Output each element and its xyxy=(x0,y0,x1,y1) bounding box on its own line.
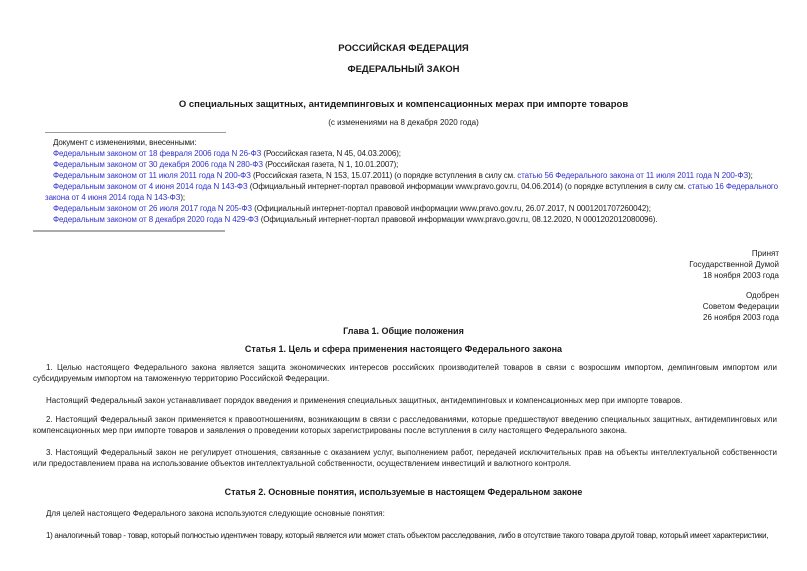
revision-note: (с изменениями на 8 декабря 2020 года) xyxy=(328,118,479,127)
article-1-paragraph-1: 1. Целью настоящего Федерального закона является защита экономических интересов российских производителей товаров в связи с возросшим импортом, демпинговым импортом или субсидируемым импортом на таможенную территорию Российской Федерации. xyxy=(33,363,777,383)
amendment-item xyxy=(45,214,795,225)
adoption-line: Советом Федерации xyxy=(702,302,779,311)
amendment-source-text: (Российская газета, N 153, 15.07.2011) (о порядке вступления в силу см. xyxy=(250,171,518,180)
amendment-item xyxy=(45,181,795,203)
adoption-line: 26 ноября 2003 года xyxy=(703,313,779,322)
adoption-line: Государственной Думой xyxy=(689,260,779,269)
amendment-law-link[interactable]: Федеральным законом от 8 декабря 2020 года N 429-ФЗ xyxy=(53,215,259,224)
page-title-country: РОССИЙСКАЯ ФЕДЕРАЦИЯ xyxy=(338,43,469,54)
article-2-paragraph-1: Для целей настоящего Федерального закона используются следующие основные понятия: xyxy=(46,509,385,518)
amendment-law-link[interactable]: Федеральным законом от 11 июля 2011 года N 200-ФЗ xyxy=(53,171,251,180)
amendment-tail-text: ); xyxy=(180,193,186,202)
article-1-paragraph-3: 2. Настоящий Федеральный закон применяется к правоотношениям, возникающим в связи с расследованиями, которые предшествуют введению специальных защитных, антидемпинговых или компенсационных мер при импорте товаров и заявления о проведении которых зарегистрированы после вступления в силу настоящего Федерального закона. xyxy=(33,415,777,435)
article-1-heading: Статья 1. Цель и сфера применения настоящего Федерального закона xyxy=(244,344,563,354)
article-2-paragraph-2: 1) аналогичный товар - товар, который полностью идентичен товару, который является или может стать объектом расследования, либо в отсутствие такого товара другой товар, который имеет характеристики, xyxy=(46,531,769,540)
amendment-item xyxy=(45,148,795,159)
amendment-source-text: (Официальный интернет-портал правовой информации www.pravo.gov.ru, 26.07.2017, N 0001201707260042); xyxy=(252,204,651,213)
amendment-source-text: (Российская газета, N 1, 10.01.2007); xyxy=(262,160,399,169)
article-1-paragraph-2: Настоящий Федеральный закон устанавливает порядок введения и применения специальных защитных, антидемпинговых и компенсационных мер при импорте товаров. xyxy=(46,396,683,405)
amendment-law-link[interactable]: Федеральным законом от 30 декабря 2006 года N 280-ФЗ xyxy=(53,160,263,169)
amendment-source-text: (Официальный интернет-портал правовой информации www.pravo.gov.ru, 08.12.2020, N 0001202012080096). xyxy=(258,215,658,224)
amendment-source-text: (Российская газета, N 45, 04.03.2006); xyxy=(261,149,401,158)
amendment-item xyxy=(45,203,795,214)
adoption-line: 18 ноября 2003 года xyxy=(703,271,779,280)
amendment-clause-link[interactable]: статью 16 Федерального закона от 4 июня 2014 года N 143-ФЗ xyxy=(45,182,778,202)
article-2-heading: Статья 2. Основные понятия, используемые в настоящем Федеральном законе xyxy=(224,487,583,497)
chapter-1-heading: Глава 1. Общие положения xyxy=(343,326,464,336)
document-subject: О специальных защитных, антидемпинговых и компенсационных мерах при импорте товаров xyxy=(178,99,629,110)
amendment-tail-text: ); xyxy=(748,171,753,180)
amendment-item xyxy=(45,170,795,181)
amendment-law-link[interactable]: Федеральным законом от 18 февраля 2006 года N 26-ФЗ xyxy=(53,149,262,158)
amendment-law-link[interactable]: Федеральным законом от 4 июня 2014 года N 143-ФЗ xyxy=(53,182,248,191)
amendment-clause-link[interactable]: статью 56 Федерального закона от 11 июля 2011 года N 200-ФЗ xyxy=(517,171,749,180)
adoption-block xyxy=(0,248,779,323)
amendments-separator-bottom xyxy=(33,230,225,232)
page-title-doc-type: ФЕДЕРАЛЬНЫЙ ЗАКОН xyxy=(347,64,460,75)
adoption-line: Одобрен xyxy=(745,291,779,300)
amendment-source-text: (Официальный интернет-портал правовой информации www.pravo.gov.ru, 04.06.2014) (о порядке вступления в силу см. xyxy=(247,182,688,191)
adoption-passed-group xyxy=(0,248,779,281)
amendments-block xyxy=(45,137,795,225)
article-1-paragraph-4: 3. Настоящий Федеральный закон не регулирует отношения, связанные с оказанием услуг, выполнением работ, передачей исключительных прав на объекты интеллектуальной собственности или предоставлением права на использование объектов интеллектуальной собственности, осуществлением инвестиций и валютного контроля. xyxy=(33,448,777,468)
amendments-separator-top xyxy=(45,132,226,133)
amendments-intro: Документ с изменениями, внесенными: xyxy=(53,138,197,147)
adoption-approved-group xyxy=(0,290,779,323)
amendment-law-link[interactable]: Федеральным законом от 26 июля 2017 года N 205-ФЗ xyxy=(53,204,253,213)
adoption-line: Принят xyxy=(751,249,779,258)
amendment-item xyxy=(45,159,795,170)
